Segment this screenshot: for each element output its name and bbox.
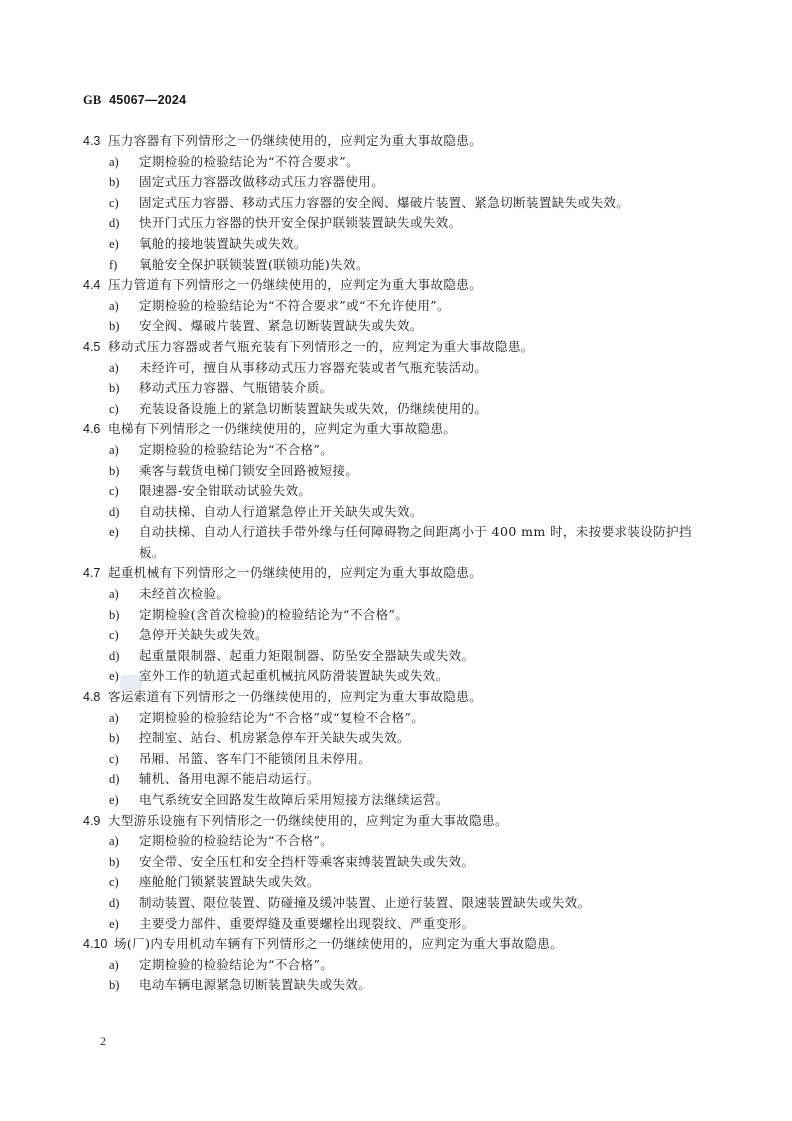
item-text: 室外工作的轨道式起重机械抗风防滑装置缺失或失效。 <box>139 668 449 684</box>
item-label: b) <box>109 731 120 746</box>
item-text: 急停开关缺失或失效。 <box>139 627 269 643</box>
list-item <box>83 213 713 234</box>
clause-number: 4.9 <box>83 813 101 828</box>
item-text: 自动扶梯、自动人行道扶手带外缘与任何障碍物之间距离小于 400 mm 时，未按要求装设防护挡板。 <box>139 524 692 560</box>
item-text: 未经许可，擅自从事移动式压力容器充装或者气瓶充装活动。 <box>139 359 488 375</box>
item-text: 快开门式压力容器的快开安全保护联锁装置缺失或失效。 <box>139 215 462 231</box>
list-item <box>83 440 713 461</box>
item-text: 限速器-安全钳联动试验失效。 <box>139 483 312 499</box>
item-label: b) <box>109 978 120 993</box>
list-item <box>83 522 713 563</box>
list-item <box>83 728 713 749</box>
list-item <box>83 625 713 646</box>
item-label: e) <box>109 793 119 807</box>
clause-4-6 <box>83 419 713 563</box>
list-item <box>83 769 713 790</box>
list-item <box>83 790 713 811</box>
item-text: 定期检验的检验结论为“不合格”。 <box>139 833 334 849</box>
item-text: 自动扶梯、自动人行道紧急停止开关缺失或失效。 <box>139 503 423 519</box>
item-label: c) <box>109 875 119 890</box>
item-label: b) <box>109 175 120 190</box>
item-label: b) <box>109 463 120 478</box>
item-label: e) <box>109 669 119 684</box>
item-text: 安全阀、爆破片装置、紧急切断装置缺失或失效。 <box>139 318 423 334</box>
list-item <box>83 481 713 502</box>
item-label: c) <box>109 751 119 766</box>
item-text: 电动车辆电源紧急切断装置缺失或失效。 <box>139 977 372 993</box>
item-text: 定期检验的检验结论为“不符合要求”。 <box>139 153 359 169</box>
clause-text: 起重机械有下列情形之一仍继续使用的，应判定为重大事故隐患。 <box>108 565 483 581</box>
item-text: 乘客与载货电梯门锁安全回路被短接。 <box>139 462 359 478</box>
list-item <box>83 975 713 996</box>
item-text: 氧舱安全保护联锁装置(联锁功能)失效。 <box>139 256 369 272</box>
document-header <box>83 93 186 108</box>
item-text: 主要受力部件、重要焊缝及重要螺栓出现裂纹、严重变形。 <box>139 915 475 931</box>
list-item <box>83 358 713 379</box>
list-item <box>83 666 713 687</box>
page-number: 2 <box>100 1034 106 1048</box>
item-label: b) <box>109 854 120 869</box>
item-text: 吊厢、吊篮、客车门不能锁闭且未停用。 <box>139 750 372 766</box>
clause-text: 电梯有下列情形之一仍继续使用的，应判定为重大事故隐患。 <box>108 421 457 437</box>
item-label: b) <box>109 607 120 622</box>
clause-4-4 <box>83 275 713 337</box>
item-label: d) <box>109 216 120 231</box>
list-item <box>83 296 713 317</box>
item-text: 固定式压力容器、移动式压力容器的安全阀、爆破片装置、紧急切断装置缺失或失效。 <box>139 194 630 210</box>
item-label: a) <box>109 957 119 972</box>
item-text: 未经首次检验。 <box>139 586 230 602</box>
list-item <box>83 399 713 420</box>
clause-text: 场(厂)内专用机动车辆有下列情形之一仍继续使用的，应判定为重大事故隐患。 <box>114 936 564 952</box>
item-label: a) <box>109 298 119 313</box>
clause-4-8 <box>83 687 713 811</box>
list-item <box>83 852 713 873</box>
clause-number: 4.5 <box>83 339 101 354</box>
clause-text: 客运索道有下列情形之一仍继续使用的，应判定为重大事故隐患。 <box>108 689 483 705</box>
item-text: 定期检验的检验结论为“不合格”。 <box>139 956 334 972</box>
clause-text: 压力容器有下列情形之一仍继续使用的，应判定为重大事故隐患。 <box>108 133 483 148</box>
list-item <box>83 172 713 193</box>
item-label: d) <box>109 504 120 519</box>
item-label: b) <box>109 319 120 334</box>
item-text: 电气系统安全回路发生故障后采用短接方法继续运营。 <box>139 792 449 807</box>
list-item <box>83 893 713 914</box>
clause-4-10 <box>83 934 713 996</box>
item-label: a) <box>109 710 119 725</box>
item-text: 定期检验的检验结论为“不符合要求”或“不允许使用”。 <box>139 297 450 313</box>
item-text: 固定式压力容器改做移动式压力容器使用。 <box>139 174 385 190</box>
item-label: c) <box>109 401 119 416</box>
item-label: a) <box>109 442 119 457</box>
item-text: 安全带、安全压杠和安全挡杆等乘客束缚装置缺失或失效。 <box>139 853 475 869</box>
standard-code: 45067—2024 <box>109 93 187 107</box>
list-item <box>83 584 713 605</box>
item-label: f) <box>109 257 118 272</box>
list-item <box>83 831 713 852</box>
item-label: c) <box>109 195 119 210</box>
list-item <box>83 152 713 173</box>
item-text: 座舱舱门锁紧装置缺失或失效。 <box>139 874 320 890</box>
list-item <box>83 749 713 770</box>
item-label: e) <box>109 236 119 251</box>
item-label: a) <box>109 587 119 602</box>
item-text: 辅机、备用电源不能启动运行。 <box>139 771 320 787</box>
list-item <box>83 193 713 214</box>
clause-4-5 <box>83 337 713 419</box>
item-text: 充装设备设施上的紧急切断装置缺失或失效，仍继续使用的。 <box>139 400 488 416</box>
item-label: c) <box>109 628 119 643</box>
clause-number: 4.7 <box>83 566 101 581</box>
item-text: 定期检验(含首次检验)的检验结论为“不合格”。 <box>139 606 409 622</box>
clause-number: 4.4 <box>83 278 101 293</box>
clause-text: 移动式压力容器或者气瓶充装有下列情形之一的，应判定为重大事故隐患。 <box>108 338 534 354</box>
item-text: 定期检验的检验结论为“不合格”。 <box>139 441 334 457</box>
standard-prefix: GB <box>83 93 102 107</box>
item-label: d) <box>109 772 120 787</box>
list-item <box>83 605 713 626</box>
list-item <box>83 914 713 935</box>
item-label: b) <box>109 381 120 396</box>
list-item <box>83 646 713 667</box>
clause-text: 压力管道有下列情形之一仍继续使用的，应判定为重大事故隐患。 <box>108 277 483 293</box>
item-label: e) <box>109 916 119 931</box>
list-item <box>83 316 713 337</box>
item-text: 制动装置、限位装置、防碰撞及缓冲装置、止逆行装置、限速装置缺失或失效。 <box>139 894 591 910</box>
list-item <box>83 255 713 276</box>
clause-number: 4.10 <box>83 937 108 952</box>
item-label: a) <box>109 834 119 849</box>
item-label: e) <box>109 525 119 540</box>
list-item <box>83 708 713 729</box>
clause-4-7 <box>83 563 713 687</box>
item-text: 起重量限制器、起重力矩限制器、防坠安全器缺失或失效。 <box>139 647 475 663</box>
document-body <box>83 131 713 996</box>
item-label: c) <box>109 484 119 499</box>
clause-number: 4.6 <box>83 422 101 437</box>
item-label: a) <box>109 360 119 375</box>
list-item <box>83 378 713 399</box>
item-text: 控制室、站台、机房紧急停车开关缺失或失效。 <box>139 730 410 746</box>
item-text: 移动式压力容器、气瓶错装介质。 <box>139 380 333 396</box>
item-text: 氧舱的接地装置缺失或失效。 <box>139 235 307 251</box>
list-item <box>83 461 713 482</box>
clause-number: 4.3 <box>83 134 101 148</box>
list-item <box>83 955 713 976</box>
item-label: a) <box>109 154 119 169</box>
clause-4-9 <box>83 811 713 935</box>
item-label: d) <box>109 895 120 910</box>
list-item <box>83 234 713 255</box>
list-item <box>83 872 713 893</box>
item-label: d) <box>109 648 120 663</box>
clause-4-3 <box>83 131 713 275</box>
item-text: 定期检验的检验结论为“不合格”或“复检不合格”。 <box>139 709 425 725</box>
clause-number: 4.8 <box>83 690 101 705</box>
list-item <box>83 502 713 523</box>
clause-text: 大型游乐设施有下列情形之一仍继续使用的，应判定为重大事故隐患。 <box>108 812 508 828</box>
